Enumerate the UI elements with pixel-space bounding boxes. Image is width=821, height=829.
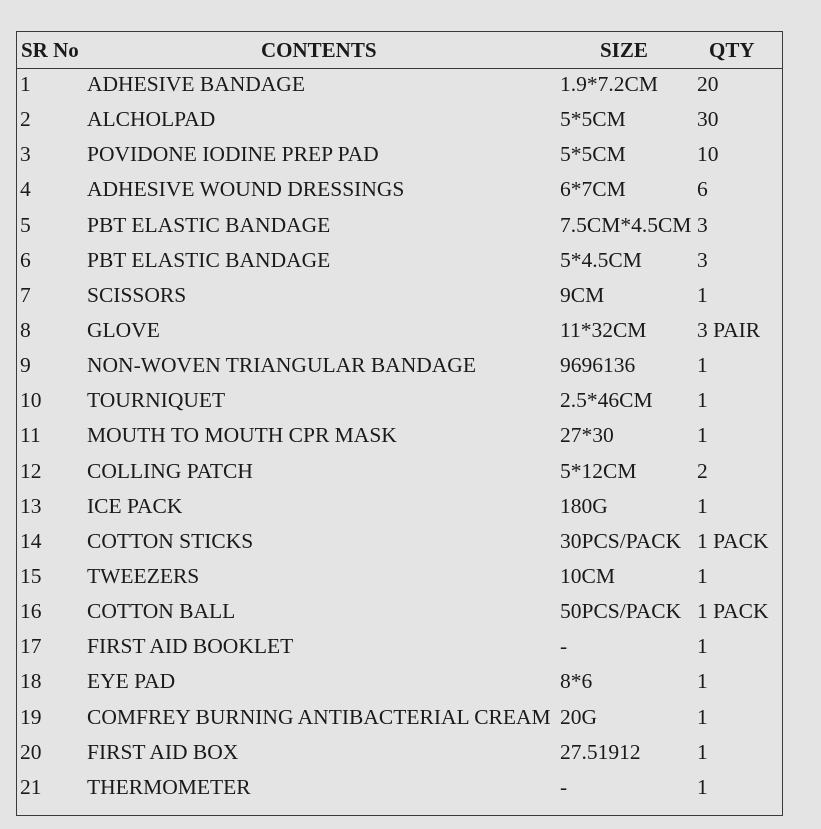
table-row — [17, 173, 782, 208]
row-item-name: GLOVE — [87, 317, 160, 342]
table-row — [17, 595, 782, 630]
row-size: 5*4.5CM — [560, 247, 642, 272]
row-quantity: 1 — [697, 669, 708, 694]
header-size: SIZE — [600, 38, 648, 62]
row-sr-number: 3 — [20, 142, 31, 167]
row-item-name: SCISSORS — [87, 282, 187, 307]
row-item-name: ADHESIVE WOUND DRESSINGS — [87, 177, 405, 202]
row-item-name: THERMOMETER — [87, 774, 251, 799]
row-item-name: COTTON STICKS — [87, 528, 254, 553]
row-item-name: EYE PAD — [87, 669, 176, 694]
row-item-name: PBT ELASTIC BANDAGE — [87, 212, 331, 237]
row-item-name: ALCHOLPAD — [87, 107, 216, 132]
row-sr-number: 11 — [20, 423, 41, 448]
row-sr-number: 5 — [20, 212, 31, 237]
row-item-name: TOURNIQUET — [87, 388, 226, 413]
row-quantity: 1 — [697, 493, 708, 518]
header-contents: CONTENTS — [261, 38, 377, 62]
row-size: 30PCS/PACK — [560, 528, 682, 553]
contents-table — [16, 31, 783, 816]
row-item-name: COMFREY BURNING ANTIBACTERIAL CREAM — [87, 704, 551, 729]
table-row — [17, 138, 782, 173]
row-size: 10CM — [560, 563, 615, 588]
row-size: 20G — [560, 704, 598, 729]
row-sr-number: 8 — [20, 317, 31, 342]
table-row — [17, 244, 782, 279]
row-sr-number: 7 — [20, 282, 31, 307]
row-size: 180G — [560, 493, 608, 518]
row-item-name: PBT ELASTIC BANDAGE — [87, 247, 331, 272]
row-sr-number: 10 — [20, 388, 42, 413]
row-quantity: 1 — [697, 774, 708, 799]
row-quantity: 1 — [697, 704, 708, 729]
row-item-name: COLLING PATCH — [87, 458, 253, 483]
row-quantity: 1 — [697, 563, 708, 588]
table-row — [17, 68, 782, 103]
row-quantity: 1 — [697, 634, 708, 659]
row-sr-number: 9 — [20, 353, 31, 378]
row-quantity: 1 — [697, 388, 708, 413]
row-size: 8*6 — [560, 669, 593, 694]
row-quantity: 10 — [697, 142, 719, 167]
row-size: 1.9*7.2CM — [560, 72, 658, 96]
row-quantity: 1 — [697, 282, 708, 307]
row-sr-number: 15 — [20, 563, 42, 588]
row-quantity: 3 — [697, 247, 708, 272]
row-size: 6*7CM — [560, 177, 626, 202]
table-row — [17, 701, 782, 736]
row-item-name: NON-WOVEN TRIANGULAR BANDAGE — [87, 353, 476, 378]
row-item-name: TWEEZERS — [87, 563, 200, 588]
row-sr-number: 6 — [20, 247, 31, 272]
row-size: 9696136 — [560, 353, 636, 378]
row-quantity: 2 — [697, 458, 708, 483]
row-size: - — [560, 774, 568, 799]
row-size: 9CM — [560, 282, 605, 307]
row-quantity: 20 — [697, 72, 719, 96]
row-sr-number: 17 — [20, 634, 42, 659]
row-sr-number: 12 — [20, 458, 42, 483]
table-row — [17, 525, 782, 560]
row-size: 5*12CM — [560, 458, 637, 483]
row-size: 5*5CM — [560, 142, 626, 167]
row-quantity: 3 PAIR — [697, 317, 761, 342]
row-quantity: 1 PACK — [697, 599, 769, 624]
row-sr-number: 16 — [20, 599, 42, 624]
row-quantity: 3 — [697, 212, 708, 237]
table-body — [17, 68, 782, 806]
table-row — [17, 736, 782, 771]
header-sr-no: SR No — [21, 38, 79, 62]
table-row — [17, 209, 782, 244]
row-sr-number: 2 — [20, 107, 31, 132]
table-row — [17, 665, 782, 700]
row-sr-number: 13 — [20, 493, 42, 518]
row-item-name: MOUTH TO MOUTH CPR MASK — [87, 423, 397, 448]
table-row — [17, 103, 782, 138]
table-row — [17, 349, 782, 384]
row-item-name: FIRST AID BOX — [87, 739, 239, 764]
row-quantity: 30 — [697, 107, 719, 132]
row-sr-number: 14 — [20, 528, 42, 553]
row-size: 50PCS/PACK — [560, 599, 682, 624]
table-row — [17, 490, 782, 525]
row-size: 7.5CM*4.5CM — [560, 212, 692, 237]
row-sr-number: 21 — [20, 774, 42, 799]
row-size: 2.5*46CM — [560, 388, 653, 413]
table-row — [17, 771, 782, 806]
row-item-name: FIRST AID BOOKLET — [87, 634, 294, 659]
row-item-name: ADHESIVE BANDAGE — [87, 72, 305, 96]
row-quantity: 1 — [697, 739, 708, 764]
row-quantity: 1 — [697, 423, 708, 448]
table-row — [17, 630, 782, 665]
row-sr-number: 20 — [20, 739, 42, 764]
row-quantity: 1 — [697, 353, 708, 378]
row-size: 27*30 — [560, 423, 614, 448]
row-quantity: 6 — [697, 177, 708, 202]
row-item-name: COTTON BALL — [87, 599, 236, 624]
table-row — [17, 384, 782, 419]
table-row — [17, 560, 782, 595]
table-row — [17, 455, 782, 490]
row-sr-number: 4 — [20, 177, 31, 202]
header-qty: QTY — [709, 38, 755, 62]
row-sr-number: 19 — [20, 704, 42, 729]
table-row — [17, 419, 782, 454]
row-sr-number: 1 — [20, 72, 31, 96]
table-row — [17, 279, 782, 314]
row-size: 5*5CM — [560, 107, 626, 132]
row-size: 27.51912 — [560, 739, 641, 764]
table-header — [17, 32, 782, 69]
table-row — [17, 314, 782, 349]
row-item-name: ICE PACK — [87, 493, 183, 518]
row-size: 11*32CM — [560, 317, 647, 342]
row-sr-number: 18 — [20, 669, 42, 694]
row-item-name: POVIDONE IODINE PREP PAD — [87, 142, 379, 167]
row-size: - — [560, 634, 568, 659]
row-quantity: 1 PACK — [697, 528, 769, 553]
